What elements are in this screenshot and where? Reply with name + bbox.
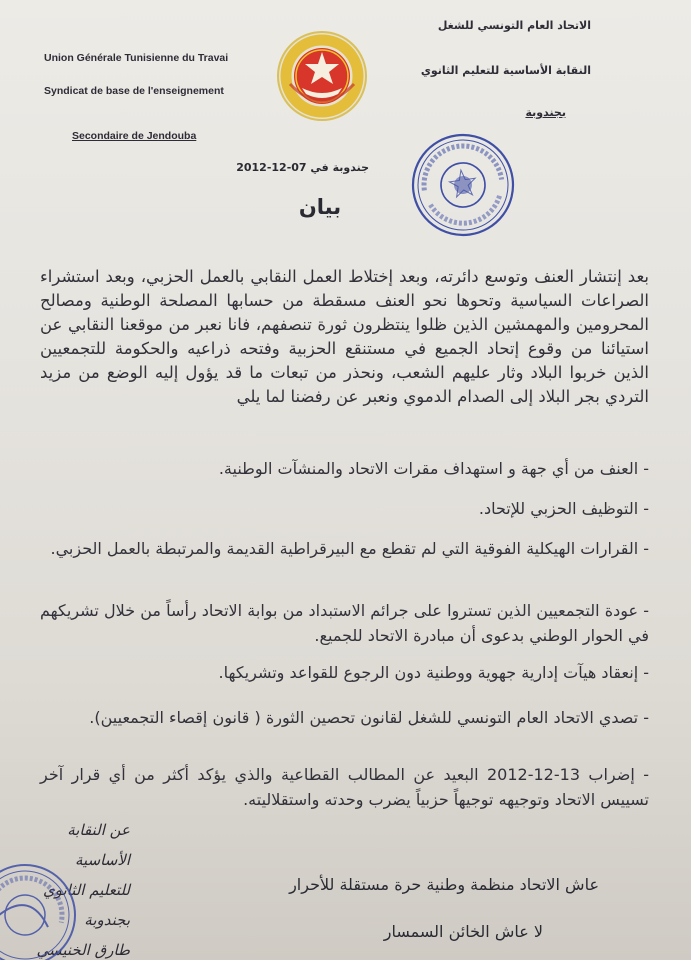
header-fr-location: Secondaire de Jendouba — [72, 130, 197, 142]
closing-slogan-1: عاش الاتحاد منظمة وطنية حرة مستقلة للأحرار — [289, 875, 599, 894]
list-item-3: - القرارات الهيكلية الفوقية التي لم تقطع مع البيرقراطية القديمة والمرتبطة بالعمل الحزبي. — [50, 539, 649, 558]
header-ar-location: بجندوبة — [525, 106, 566, 119]
header-ar-org: الاتحاد العام التونسي للشغل — [437, 19, 591, 32]
signature-line-4: طارق الخنيسي — [36, 941, 130, 959]
closing-slogan-2: لا عاش الخائن السمسار — [383, 922, 543, 941]
list-item-1: - العنف من أي جهة و استهداف مقرات الاتحاد والمنشآت الوطنية. — [218, 459, 649, 478]
list-item-2: - التوظيف الحزبي للإتحاد. — [478, 499, 649, 518]
list-item-5: - إنعقاد هيآت إدارية جهوية ووطنية دون الرجوع للقواعد وتشريكها. — [218, 663, 649, 682]
document-title: بيان — [298, 195, 342, 219]
list-item-4: - عودة التجمعيين الذين تستروا على جرائم الاستبداد من بوابة الاتحاد رأساً من خلال تشريكهم في الحوار الوطني بدعوى أن مبادرة الاتحاد للجميع. — [40, 601, 649, 645]
signature-line-1: عن النقابة الأساسية — [67, 821, 130, 869]
list-item-7: - إضراب 13-12-2012 البعيد عن المطالب القطاعية والذي يؤكد أكثر من أي قرار آخر تسييس الاتحاد وتوجيهه توجيهاً حزبياً يضرب وحدته واستقلاليته. — [40, 765, 649, 809]
header-ar-union: النقابة الأساسية للتعليم الثانوي — [420, 64, 591, 77]
intro-paragraph: بعد إنتشار العنف وتوسع دائرته، وبعد إختلاط العمل النقابي بالعمل الحزبي، وبعد استشراء الصراعات السياسية وتحوها نحو العنف مسقطة من حسابها المصلحة الوطنية ومصالح المحرومين والمهمشين الذين ظلوا ينتظرون ثورة تنصفهم، فانا نعبر من موقعنا النقابي عن استيائنا من وقوع إتحاد الجميع في مستنقع الحزبية وفتحه ذراعيه والحكومة للتجمعيين الذين خربوا البلاد وثار عليهم الشعب، ونحذر من تبعات ما قد يؤول إليه الوضع من مزيد التردي بجر البلاد إلى الصدام الدموي ونعبر عن رفضنا لما يلي — [40, 267, 649, 406]
list-item-6: - تصدي الاتحاد العام التونسي للشغل لقانون تحصين الثورة ( قانون إقصاء التجمعيين). — [89, 708, 649, 727]
signature-line-3: بجندوبة — [84, 911, 130, 929]
official-stamp-icon — [408, 130, 518, 240]
signature-line-2: للتعليم الثانوي — [42, 881, 130, 899]
union-logo-icon — [272, 26, 372, 126]
header-fr-org: Union Générale Tunisienne du Travai — [44, 52, 229, 64]
header-fr-union: Syndicat de base de l'enseignement — [44, 85, 224, 97]
issue-date: جندوبة في 07-12-2012 — [236, 161, 369, 174]
signature-stamp-icon — [0, 860, 80, 960]
